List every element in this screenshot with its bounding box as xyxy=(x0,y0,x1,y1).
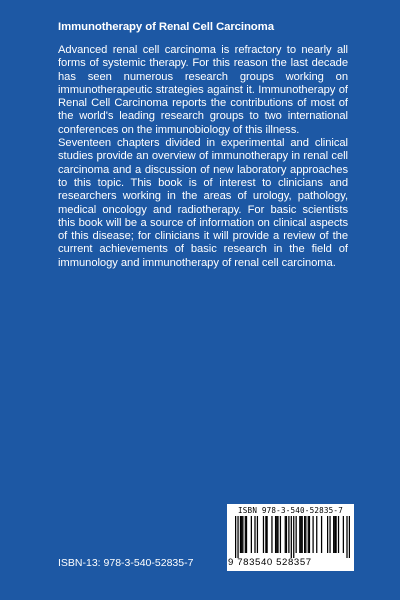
barcode-bar xyxy=(245,516,246,553)
barcode-bar xyxy=(288,516,289,553)
book-title: Immunotherapy of Renal Cell Carcinoma xyxy=(58,21,274,33)
barcode-bar xyxy=(235,516,236,558)
barcode-bar xyxy=(240,516,241,553)
barcode-bar xyxy=(286,516,287,553)
barcode-bar xyxy=(296,516,297,553)
barcode-bar xyxy=(237,516,238,558)
blurb-paragraph: Advanced renal cell carcinoma is refractory to nearly all forms of systemic therapy. For this reason the last decade has seen numerous research groups working on immunotherapeutic strategies against it. Immunotherapy of Renal Cell Carcinoma reports the contributions of most of the world's leading research groups to two international conferences on the immunobiology of this illness. xyxy=(58,44,348,136)
barcode-bar xyxy=(316,516,317,553)
barcode-bar xyxy=(305,516,306,553)
barcode-bar xyxy=(309,516,310,553)
barcode-bar xyxy=(242,516,243,553)
barcode-bar xyxy=(271,516,272,553)
barcode-bar xyxy=(246,516,247,553)
barcode-bar xyxy=(349,516,350,558)
barcode-bar xyxy=(333,516,334,553)
barcode-bar xyxy=(335,516,336,553)
barcode-bar xyxy=(285,516,286,553)
barcode-bar xyxy=(276,516,277,553)
barcode-bar xyxy=(346,516,347,558)
barcode-bar xyxy=(321,516,322,553)
barcode-bar xyxy=(265,516,266,553)
barcode-bar xyxy=(275,516,276,553)
barcode-bar xyxy=(263,516,264,553)
barcode-digits: 9 783540 528357 xyxy=(228,557,312,568)
barcode-bar xyxy=(312,516,313,553)
barcode-bar xyxy=(334,516,335,553)
barcode-bar xyxy=(302,516,303,553)
barcode-bar xyxy=(343,516,344,553)
barcode-bar xyxy=(327,516,328,553)
barcode xyxy=(227,504,354,571)
barcode-bar xyxy=(257,516,258,553)
barcode-bar xyxy=(254,516,255,553)
blurb-paragraph: Seventeen chapters divided in experimental and clinical studies provide an overview of immunotherapy in renal cell carcinoma and a discussion of new laboratory approaches to this topic. This book is of interest to clinicians and researchers working in the areas of urology, pathology, medical oncology and radiotherapy. For basic scientists this book will be a source of information on clinical aspects of this disease; for clinicians it will provide a review of the current achievements of basic research in the field of immunology and immunotherapy of renal cell carcinoma. xyxy=(58,137,348,269)
barcode-bar xyxy=(338,516,339,553)
barcode-bars xyxy=(235,516,350,558)
barcode-bar xyxy=(329,516,330,553)
barcode-bar xyxy=(241,516,242,553)
isbn-text: ISBN-13: 978-3-540-52835-7 xyxy=(58,557,194,569)
barcode-bar xyxy=(266,516,267,553)
blurb xyxy=(58,44,348,270)
barcode-bar xyxy=(251,516,252,553)
barcode-isbn-label: ISBN 978-3-540-52835-7 xyxy=(238,506,343,515)
barcode-bar xyxy=(293,516,294,558)
barcode-bar xyxy=(277,516,278,553)
barcode-bar xyxy=(308,516,309,553)
barcode-bar xyxy=(291,516,292,558)
barcode-bar xyxy=(280,516,281,553)
barcode-bar xyxy=(300,516,301,553)
barcode-bar xyxy=(299,516,300,553)
barcode-bar xyxy=(304,516,305,553)
